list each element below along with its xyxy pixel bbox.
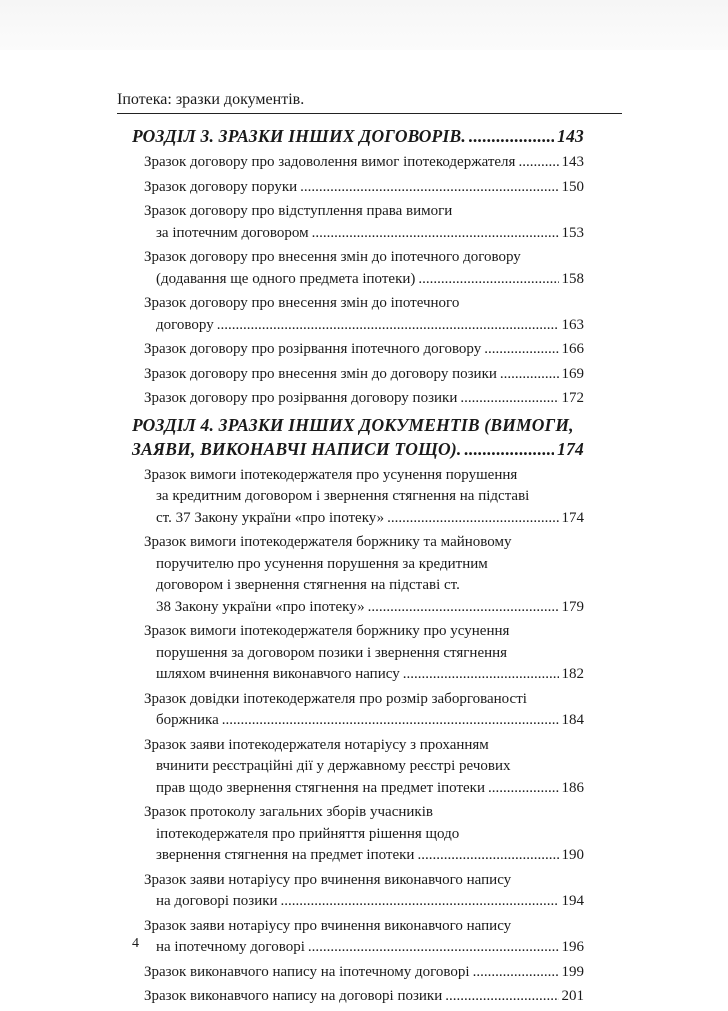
leader-dots (488, 778, 559, 800)
toc-entry[interactable] (144, 177, 584, 199)
toc-entry-page: 201 (561, 988, 584, 1004)
section-heading[interactable] (132, 124, 584, 148)
toc-entry-page: 143 (561, 154, 584, 170)
toc-entry-text: договору (156, 316, 214, 333)
toc-entry-page: 182 (561, 666, 584, 682)
toc-entry[interactable] (144, 802, 584, 867)
toc-entry-page: 163 (561, 316, 584, 333)
toc-entry-page: 186 (561, 779, 584, 796)
toc-entry-text: договором і звернення стягнення на підставі ст. (156, 577, 460, 593)
toc-entry-text: вчинити реєстраційні дії у державному реєстрі речових (156, 758, 511, 774)
toc-entry[interactable] (144, 339, 584, 361)
leader-dots (403, 664, 559, 686)
toc-entry-text: Зразок протоколу загальних зборів учасників (144, 804, 433, 820)
toc-entry[interactable] (144, 621, 584, 686)
page-top-shade (0, 0, 728, 50)
leader-dots (445, 986, 558, 1008)
leader-dots (473, 962, 559, 984)
toc-entry-text: Зразок вимоги іпотекодержателя про усунення порушення (144, 466, 518, 483)
toc-entry-page: 150 (561, 178, 584, 195)
toc-entry-text: Зразок договору про розірвання договору позики (144, 390, 458, 406)
section-heading-page: 174 (557, 438, 584, 459)
toc-entry-page: 179 (561, 598, 584, 615)
toc-entry-text: звернення стягнення на предмет іпотеки (156, 847, 415, 863)
toc-entry-page: 190 (561, 847, 584, 863)
toc-entry[interactable] (144, 870, 584, 913)
toc-entry-text: 38 Закону україни «про іпотеку» (156, 598, 365, 615)
toc-entry-text: за кредитним договором і звернення стягнення на підставі (156, 488, 530, 504)
toc-entry[interactable] (144, 986, 584, 1008)
leader-dots (300, 177, 558, 199)
toc-entry-text: шляхом вчинення виконавчого напису (156, 666, 400, 682)
leader-dots (460, 388, 558, 410)
toc-entry-text: боржника (156, 712, 219, 728)
toc-entry-text: Зразок вимоги іпотекодержателя боржнику та майновому (144, 534, 512, 550)
toc-entry-text: Зразок договору про задоволення вимог іпотекодержателя (144, 154, 516, 170)
leader-dots (518, 152, 558, 174)
toc-entry[interactable] (144, 152, 584, 174)
toc-entry[interactable] (144, 735, 584, 800)
leader-dots (281, 891, 559, 913)
toc-entry-page: 194 (561, 893, 584, 909)
table-of-contents (132, 124, 584, 1011)
toc-entry-text: на іпотечному договорі (156, 939, 305, 955)
toc-entry[interactable] (144, 962, 584, 984)
toc-entry-text: Зразок заяви нотаріусу про вчинення виконавчого напису (144, 917, 512, 934)
toc-entry[interactable] (144, 689, 584, 732)
leader-dots (308, 937, 559, 959)
toc-entry-text: Зразок договору про відступлення права вимоги (144, 203, 453, 219)
toc-entry-text: ст. 37 Закону україни «про іпотеку» (156, 509, 385, 526)
toc-entry[interactable] (144, 247, 584, 290)
section-heading-text: ЗАЯВИ, ВИКОНАВЧІ НАПИСИ ТОЩО). (132, 438, 462, 459)
toc-entry-page: 184 (561, 712, 584, 728)
toc-entry-text: прав щодо звернення стягнення на предмет іпотеки (156, 779, 485, 796)
toc-entry-text: Зразок довідки іпотекодержателя про розмір заборгованості (144, 690, 527, 707)
section-heading-text: РОЗДІЛ 3. ЗРАЗКИ ІНШИХ ДОГОВОРІВ. (132, 126, 466, 146)
running-header: Іпотека: зразки документів. (117, 90, 622, 114)
leader-dots (387, 508, 558, 530)
leader-dots (312, 223, 559, 245)
page-number: 4 (132, 936, 139, 951)
toc-entry-text: Зразок договору про внесення змін до іпотечного договору (144, 249, 521, 265)
toc-entry-page: 172 (561, 390, 584, 406)
toc-entry[interactable] (144, 293, 584, 336)
toc-entry[interactable] (144, 916, 584, 959)
toc-entry-page: 158 (561, 270, 584, 287)
leader-dots (217, 315, 559, 337)
toc-entry-text: іпотекодержателя про прийняття рішення щодо (156, 825, 460, 842)
leader-dots (500, 364, 559, 386)
toc-entry-text: Зразок заяви нотаріусу про вчинення виконавчого напису (144, 871, 512, 888)
toc-entry-text: на договорі позики (156, 893, 278, 909)
toc-entry[interactable] (144, 532, 584, 618)
toc-entry-page: 199 (561, 963, 584, 980)
toc-entry-text: Зразок заяви іпотекодержателя нотаріусу з проханням (144, 736, 489, 753)
leader-dots (464, 437, 554, 461)
leader-dots (368, 597, 559, 619)
toc-entry[interactable] (144, 364, 584, 386)
toc-entry[interactable] (144, 201, 584, 244)
toc-entry-text: за іпотечним договором (156, 224, 309, 241)
toc-entry-text: Зразок договору про внесення змін до договору позики (144, 365, 497, 382)
toc-entry-page: 196 (561, 939, 584, 955)
toc-entry-page: 166 (561, 341, 584, 357)
section-heading-text: РОЗДІЛ 4. ЗРАЗКИ ІНШИХ ДОКУМЕНТІВ (ВИМОГИ, (132, 414, 574, 435)
toc-entry-text: Зразок виконавчого напису на іпотечному договорі (144, 963, 470, 980)
toc-entry[interactable] (144, 388, 584, 410)
leader-dots (484, 339, 558, 361)
leader-dots (222, 710, 559, 732)
toc-entry-page: 174 (561, 509, 584, 526)
leader-dots (469, 124, 554, 148)
toc-entry-text: Зразок договору про внесення змін до іпотечного (144, 295, 460, 311)
leader-dots (417, 845, 558, 867)
toc-entry-page: 153 (561, 224, 584, 241)
toc-entry-text: (додавання ще одного предмета іпотеки) (156, 270, 416, 287)
toc-entry-text: Зразок договору про розірвання іпотечного договору (144, 341, 482, 357)
section-heading[interactable] (132, 413, 584, 461)
toc-entry-text: поручителю про усунення порушення за кредитним (156, 555, 488, 572)
toc-entry-text: Зразок виконавчого напису на договорі позики (144, 988, 443, 1004)
section-heading-page: 143 (557, 126, 584, 146)
toc-entry-text: порушення за договором позики і звернення стягнення (156, 644, 508, 661)
leader-dots (418, 269, 558, 291)
toc-entry-text: Зразок вимоги іпотекодержателя боржнику про усунення (144, 623, 510, 639)
toc-entry-page: 169 (561, 365, 584, 382)
toc-entry[interactable] (144, 465, 584, 530)
toc-entry-text: Зразок договору поруки (144, 178, 298, 195)
